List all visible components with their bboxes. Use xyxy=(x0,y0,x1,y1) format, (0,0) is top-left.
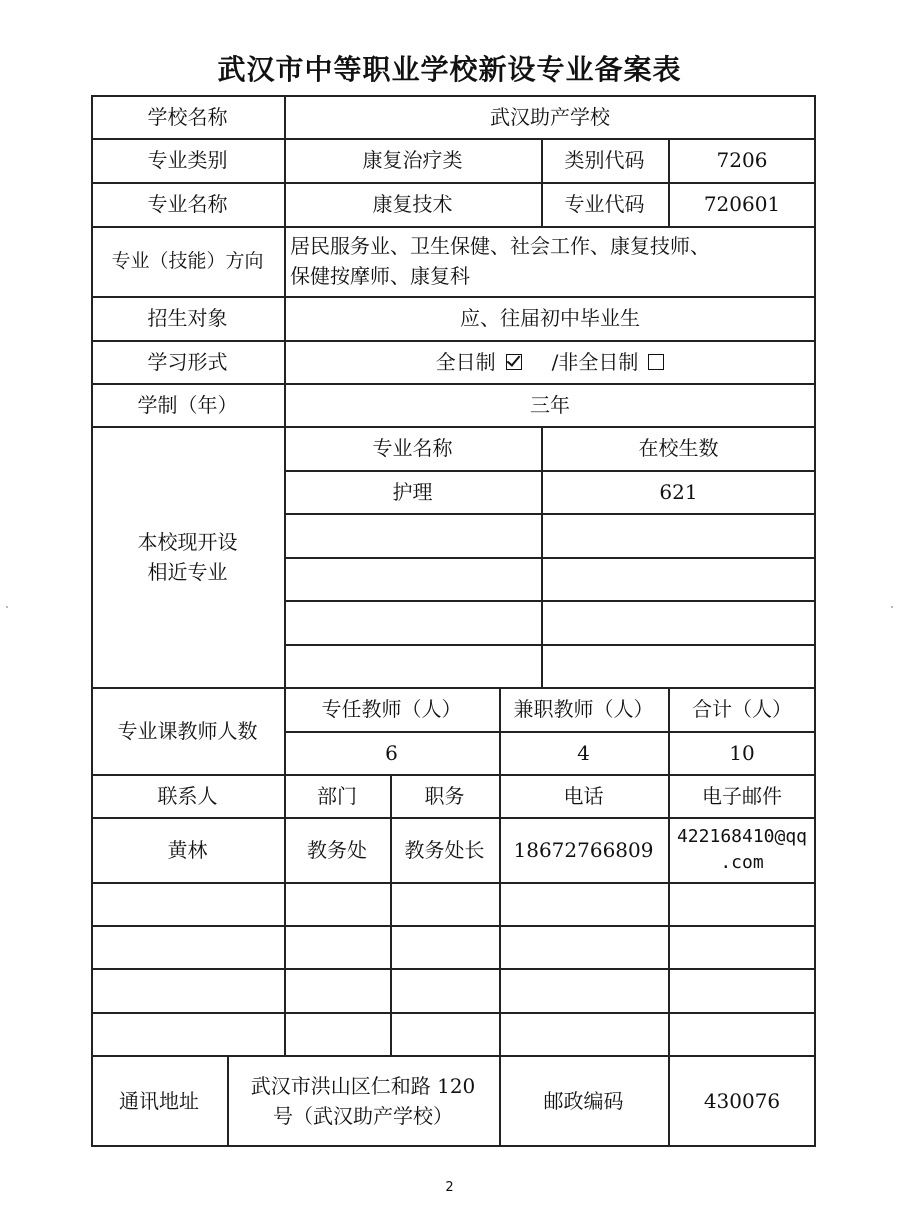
similar-majors-label xyxy=(91,426,284,687)
contact-position-header: 职务 xyxy=(424,783,465,808)
category-code-label: 类别代码 xyxy=(564,148,645,172)
contact-email xyxy=(668,817,816,882)
contact-phone-header: 电话 xyxy=(563,783,604,808)
teachers-label: 专业课教师人数 xyxy=(117,718,258,743)
category-label: 专业类别 xyxy=(147,148,228,172)
form-title: 武汉市中等职业学校新设专业备案表 xyxy=(217,53,682,86)
total-teachers-value: 10 xyxy=(729,740,755,765)
address-label: 通讯地址 xyxy=(119,1089,199,1113)
contact-dept: 教务处 xyxy=(307,837,367,862)
postcode-label: 邮政编码 xyxy=(543,1089,624,1113)
similar-major-students: 621 xyxy=(659,479,698,504)
contact-dept-header: 部门 xyxy=(317,783,357,808)
full-time-label: 全日制 xyxy=(435,349,496,374)
enrollment-label: 招生对象 xyxy=(147,306,228,330)
similar-majors-col-name: 专业名称 xyxy=(372,436,453,460)
direction-value xyxy=(284,226,816,296)
similar-majors-label-line-1: 本校现开设 xyxy=(137,529,238,554)
contact-email-header: 电子邮件 xyxy=(702,783,782,808)
parttime-teachers-value: 4 xyxy=(577,740,590,765)
fulltime-teachers-value: 6 xyxy=(385,740,398,765)
direction-label: 专业（技能）方向 xyxy=(111,250,264,272)
address-line-2: 号（武汉助产学校） xyxy=(273,1104,453,1128)
full-time-checkbox[interactable] xyxy=(506,354,522,370)
school-name-value: 武汉助产学校 xyxy=(490,104,610,129)
contact-email-line-1: 422168410@qq xyxy=(676,825,808,847)
duration-label: 学制（年） xyxy=(137,392,238,417)
study-form-options xyxy=(284,340,816,383)
contact-person: 黄林 xyxy=(167,837,208,862)
contact-email-line-2: .com xyxy=(720,851,764,873)
major-value: 康复技术 xyxy=(372,192,453,216)
address-value xyxy=(227,1055,499,1147)
similar-major-name: 护理 xyxy=(392,479,433,504)
direction-line-2: 保健按摩师、康复科 xyxy=(290,264,470,288)
page-number: 2 xyxy=(445,1180,454,1195)
contact-phone: 18672766809 xyxy=(513,837,654,862)
study-form-label: 学习形式 xyxy=(147,349,228,374)
major-label: 专业名称 xyxy=(147,192,228,216)
contact-person-header: 联系人 xyxy=(157,783,218,808)
major-code-label: 专业代码 xyxy=(564,192,645,216)
similar-majors-label-line-2: 相近专业 xyxy=(147,559,228,584)
school-name-label: 学校名称 xyxy=(147,104,228,129)
postcode-value: 430076 xyxy=(703,1089,781,1113)
category-code-value: 7206 xyxy=(716,148,768,172)
total-teachers-label: 合计（人） xyxy=(692,697,792,721)
enrollment-value: 应、往届初中毕业生 xyxy=(460,306,640,330)
direction-line-1: 居民服务业、卫生保健、社会工作、康复技师、 xyxy=(290,234,710,258)
fulltime-teachers-label: 专任教师（人） xyxy=(321,697,462,721)
parttime-teachers-label: 兼职教师（人） xyxy=(513,697,654,721)
part-time-label: /非全日制 xyxy=(551,349,639,374)
duration-value: 三年 xyxy=(530,392,570,417)
contact-position: 教务处长 xyxy=(404,837,485,862)
part-time-checkbox[interactable] xyxy=(648,354,664,370)
major-code-value: 720601 xyxy=(703,192,781,216)
similar-majors-col-students: 在校生数 xyxy=(638,436,719,460)
category-value: 康复治疗类 xyxy=(362,148,463,172)
address-line-1: 武汉市洪山区仁和路 120 xyxy=(250,1074,476,1098)
